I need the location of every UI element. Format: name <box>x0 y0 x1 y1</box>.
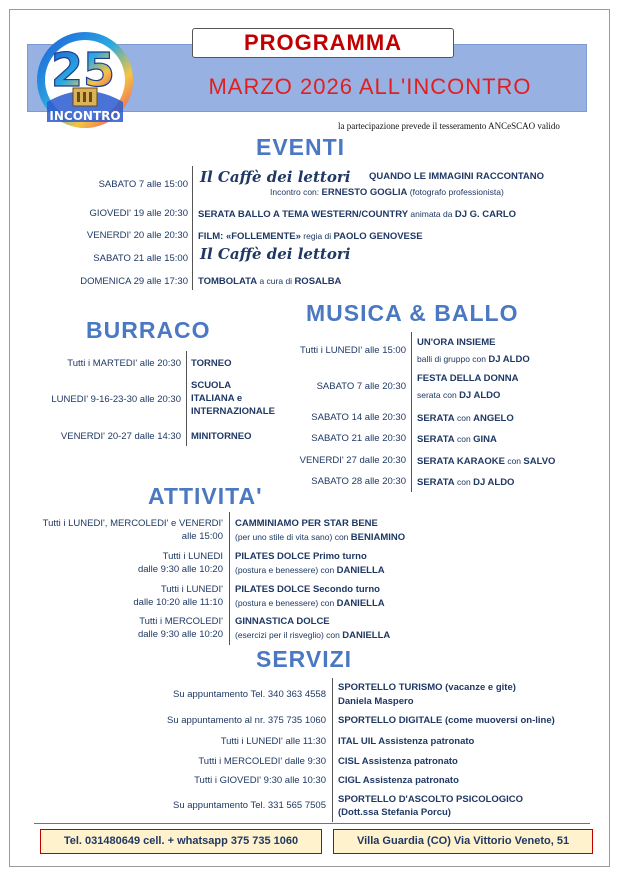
eventi-when-5: DOMENICA 29 alle 17:30 <box>80 276 188 287</box>
musica-when-1: Tutti i LUNEDI' alle 15:00 <box>299 345 406 356</box>
musica-when-3: SABATO 14 alle 20:30 <box>311 412 406 423</box>
burraco-when-3: VENERDI' 20-27 dalle 14:30 <box>60 431 181 442</box>
eventi-divider <box>192 166 193 290</box>
footer-address: Villa Guardia (CO) Via Vittorio Veneto, 51 <box>333 829 593 854</box>
burraco-what-2a: SCUOLA <box>191 380 232 391</box>
attivita-what-1: CAMMINIAMO PER STAR BENE <box>235 518 378 529</box>
footer-rule <box>34 823 590 824</box>
musica-what-5: SERATA KARAOKE con SALVO <box>417 456 556 467</box>
attivita-when-2a: Tutti i LUNEDI <box>162 551 223 562</box>
eventi-what-1: QUANDO LE IMMAGINI RACCONTANO <box>369 171 545 182</box>
logo-number: 25 <box>50 43 116 97</box>
servizi-what-3: ITAL UIL Assistenza patronato <box>338 736 475 747</box>
attivita-when-2b: dalle 9:30 alle 10:20 <box>137 564 223 575</box>
attivita-when-4a: Tutti i MERCOLEDI' <box>139 616 223 627</box>
musica-heading: MUSICA & BALLO <box>306 300 519 326</box>
attivita-what-1b: (per uno stile di vita sano) con BENIAMINO <box>235 532 406 543</box>
musica-what-2: FESTA DELLA DONNA <box>417 373 519 384</box>
musica-what-3: SERATA con ANGELO <box>417 413 514 424</box>
burraco-what-3: MINITORNEO <box>191 431 252 442</box>
caffe-lettori-logo-2: Il Caffè dei lettori <box>200 245 351 263</box>
attivita-heading: ATTIVITA' <box>148 483 263 509</box>
attivita-when-3b: dalle 10:20 alle 11:10 <box>133 597 223 608</box>
musica-what-2b: serata con DJ ALDO <box>417 390 501 401</box>
attivita-what-2b: (postura e benessere) con DANIELLA <box>235 565 385 576</box>
caffe-lettori-logo: Il Caffè dei lettori <box>200 168 351 186</box>
burraco-what-2b: ITALIANA e <box>191 393 243 404</box>
musica-when-2: SABATO 7 alle 20:30 <box>316 381 406 392</box>
burraco-when-1: Tutti i MARTEDI' alle 20:30 <box>67 358 181 369</box>
servizi-heading: SERVIZI <box>256 646 353 672</box>
attivita-when-1a: Tutti i LUNEDI', MERCOLEDI' e VENERDI' <box>42 518 223 529</box>
page-subtitle: MARZO 2026 ALL'INCONTRO <box>208 74 532 99</box>
servizi-what-6: SPORTELLO D'ASCOLTO PSICOLOGICO <box>338 794 524 805</box>
attivita-what-2: PILATES DOLCE Primo turno <box>235 551 367 562</box>
servizi-what-4: CISL Assistenza patronato <box>338 756 458 767</box>
burraco-divider <box>186 351 187 446</box>
logo-text: INCONTRO <box>49 109 121 123</box>
servizi-when-5: Tutti i GIOVEDI' 9:30 alle 10:30 <box>194 775 326 786</box>
musica-when-5: VENERDI' 27 dalle 20:30 <box>299 455 406 466</box>
membership-note: la partecipazione prevede il tesseramento ANCeSCAO valido <box>338 121 560 131</box>
servizi-when-1: Su appuntamento Tel. 340 363 4558 <box>172 689 326 700</box>
eventi-what-1b: Incontro con: ERNESTO GOGLIA (fotografo professionista) <box>270 187 504 198</box>
musica-divider <box>411 332 412 492</box>
servizi-what-5: CIGL Assistenza patronato <box>338 775 459 786</box>
musica-when-6: SABATO 28 alle 20:30 <box>311 476 406 487</box>
attivita-what-4: GINNASTICA DOLCE <box>235 616 330 627</box>
attivita-what-3b: (postura e benessere) con DANIELLA <box>235 598 385 609</box>
servizi-what-6b: (Dott.ssa Stefania Porcu) <box>338 807 451 818</box>
burraco-what-1: TORNEO <box>191 358 232 369</box>
servizi-when-6: Su appuntamento Tel. 331 565 7505 <box>172 800 326 811</box>
eventi-when-3: VENERDI' 20 alle 20:30 <box>86 230 188 241</box>
servizi-what-2: SPORTELLO DIGITALE (come muoversi on-line) <box>338 715 555 726</box>
servizi-when-3: Tutti i LUNEDI' alle 11:30 <box>220 736 326 747</box>
attivita-when-4b: dalle 9:30 alle 10:20 <box>137 629 223 640</box>
burraco-when-2: LUNEDI' 9-16-23-30 alle 20:30 <box>51 394 181 405</box>
attivita-what-3: PILATES DOLCE Secondo turno <box>235 584 380 595</box>
eventi-what-5: TOMBOLATA a cura di ROSALBA <box>198 276 342 287</box>
burraco-what-2c: INTERNAZIONALE <box>191 406 275 417</box>
musica-what-1: UN'ORA INSIEME <box>417 337 496 348</box>
title-box <box>192 28 454 58</box>
attivita-when-1b: alle 15:00 <box>181 531 223 542</box>
musica-what-1b: balli di gruppo con DJ ALDO <box>417 354 530 365</box>
musica-what-4: SERATA con GINA <box>417 434 497 445</box>
eventi-when-2: GIOVEDI' 19 alle 20:30 <box>89 208 188 219</box>
attivita-what-4b: (esercizi per il risveglio) con DANIELLA <box>235 630 391 641</box>
servizi-what-1b: Daniela Maspero <box>338 696 414 707</box>
servizi-when-2: Su appuntamento al nr. 375 735 1060 <box>167 715 326 726</box>
page-title: PROGRAMMA <box>243 30 403 55</box>
burraco-heading: BURRACO <box>86 317 211 343</box>
eventi-heading: EVENTI <box>256 134 346 160</box>
attivita-divider <box>229 512 230 645</box>
servizi-what-1: SPORTELLO TURISMO (vacanze e gite) <box>338 682 516 693</box>
attivita-when-3a: Tutti i LUNEDI' <box>160 584 223 595</box>
eventi-when-1: SABATO 7 alle 15:00 <box>98 179 188 190</box>
eventi-when-4: SABATO 21 alle 15:00 <box>93 253 188 264</box>
eventi-what-3: FILM: «FOLLEMENTE» regia di PAOLO GENOVESE <box>198 231 423 242</box>
musica-what-6: SERATA con DJ ALDO <box>417 477 515 488</box>
eventi-what-2: SERATA BALLO A TEMA WESTERN/COUNTRY animata da DJ G. CARLO <box>198 209 517 220</box>
footer-phone: Tel. 031480649 cell. + whatsapp 375 735 1060 <box>40 829 322 854</box>
musica-when-4: SABATO 21 alle 20:30 <box>311 433 406 444</box>
logo-25-incontro <box>33 30 137 130</box>
servizi-divider <box>332 678 333 822</box>
servizi-when-4: Tutti i MERCOLEDI' dalle 9:30 <box>198 756 326 767</box>
